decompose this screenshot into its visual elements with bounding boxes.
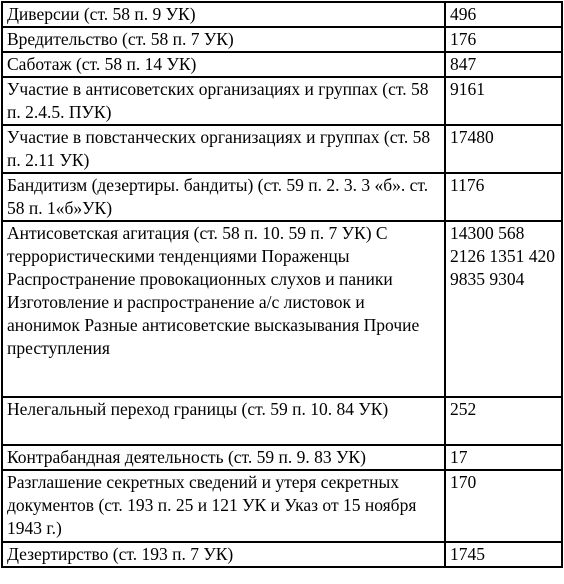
count-value: 1176 — [450, 175, 485, 195]
count-value: 9161 — [450, 79, 485, 99]
count-cell — [445, 27, 562, 52]
crime-label-cell — [2, 470, 445, 542]
crime-label-cell — [2, 397, 445, 445]
table-row — [2, 27, 562, 52]
count-cell — [445, 470, 562, 542]
table-row — [2, 542, 562, 567]
count-value: 496 — [450, 4, 477, 24]
table-row — [2, 445, 562, 470]
crime-label: Контрабандная деятельность (ст. 59 п. 9. 83 УК) — [7, 447, 366, 467]
count-cell — [445, 221, 562, 397]
crime-label-cell — [2, 125, 445, 173]
crime-label: Антисоветская агитация (ст. 58 п. 10. 59 п. 7 УК) С террористическими тенденциями Пораженцы Распространение провокационных слухов и паники Изготовление и распространение а/с листовок и анонимок Разные антисоветские высказывания Прочие преступления — [7, 223, 420, 358]
table-row — [2, 125, 562, 173]
table-row — [2, 2, 562, 27]
table-row — [2, 52, 562, 77]
count-value: 176 — [450, 29, 477, 49]
count-cell — [445, 77, 562, 125]
crime-label: Участие в повстанческих организациях и группах (ст. 58 п. 2.11 УК) — [7, 127, 431, 170]
crime-label-cell — [2, 77, 445, 125]
count-value: 170 — [450, 472, 477, 492]
crime-label: Диверсии (ст. 58 п. 9 УК) — [7, 4, 196, 24]
count-cell — [445, 52, 562, 77]
crime-label: Бандитизм (дезертиры. бандиты) (ст. 59 п. 2. 3. 3 «б». ст. 58 п. 1«б»УК) — [7, 175, 429, 218]
crime-label-cell — [2, 52, 445, 77]
count-cell — [445, 445, 562, 470]
count-value: 17480 — [450, 127, 494, 147]
crime-label: Нелегальный переход границы (ст. 59 п. 10. 84 УК) — [7, 399, 389, 419]
table-row — [2, 221, 562, 397]
table-row — [2, 77, 562, 125]
crime-label: Вредительство (ст. 58 п. 7 УК) — [7, 29, 234, 49]
crime-label-cell — [2, 542, 445, 567]
count-cell — [445, 173, 562, 221]
count-value: 847 — [450, 54, 477, 74]
crime-label-cell — [2, 27, 445, 52]
statistics-table — [1, 1, 563, 568]
count-value: 252 — [450, 399, 477, 419]
table-row — [2, 470, 562, 542]
crime-label-cell — [2, 445, 445, 470]
table-row — [2, 397, 562, 445]
crime-label: Участие в антисоветских организациях и группах (ст. 58 п. 2.4.5. ПУК) — [7, 79, 429, 122]
table-row — [2, 173, 562, 221]
crime-label-cell — [2, 221, 445, 397]
crime-label: Саботаж (ст. 58 п. 14 УК) — [7, 54, 197, 74]
count-cell — [445, 542, 562, 567]
count-value: 1745 — [450, 544, 485, 564]
count-cell — [445, 2, 562, 27]
crime-label-cell — [2, 2, 445, 27]
count-cell — [445, 125, 562, 173]
count-cell — [445, 397, 562, 445]
crime-label: Разглашение секретных сведений и утеря секретных документов (ст. 193 п. 25 и 121 УК и Указ от 15 ноября 1943 г.) — [7, 472, 417, 538]
crime-label: Дезертирство (ст. 193 п. 7 УК) — [7, 544, 234, 564]
count-value: 14300 568 2126 1351 420 9835 9304 — [450, 223, 555, 289]
count-value: 17 — [450, 447, 468, 467]
crime-label-cell — [2, 173, 445, 221]
